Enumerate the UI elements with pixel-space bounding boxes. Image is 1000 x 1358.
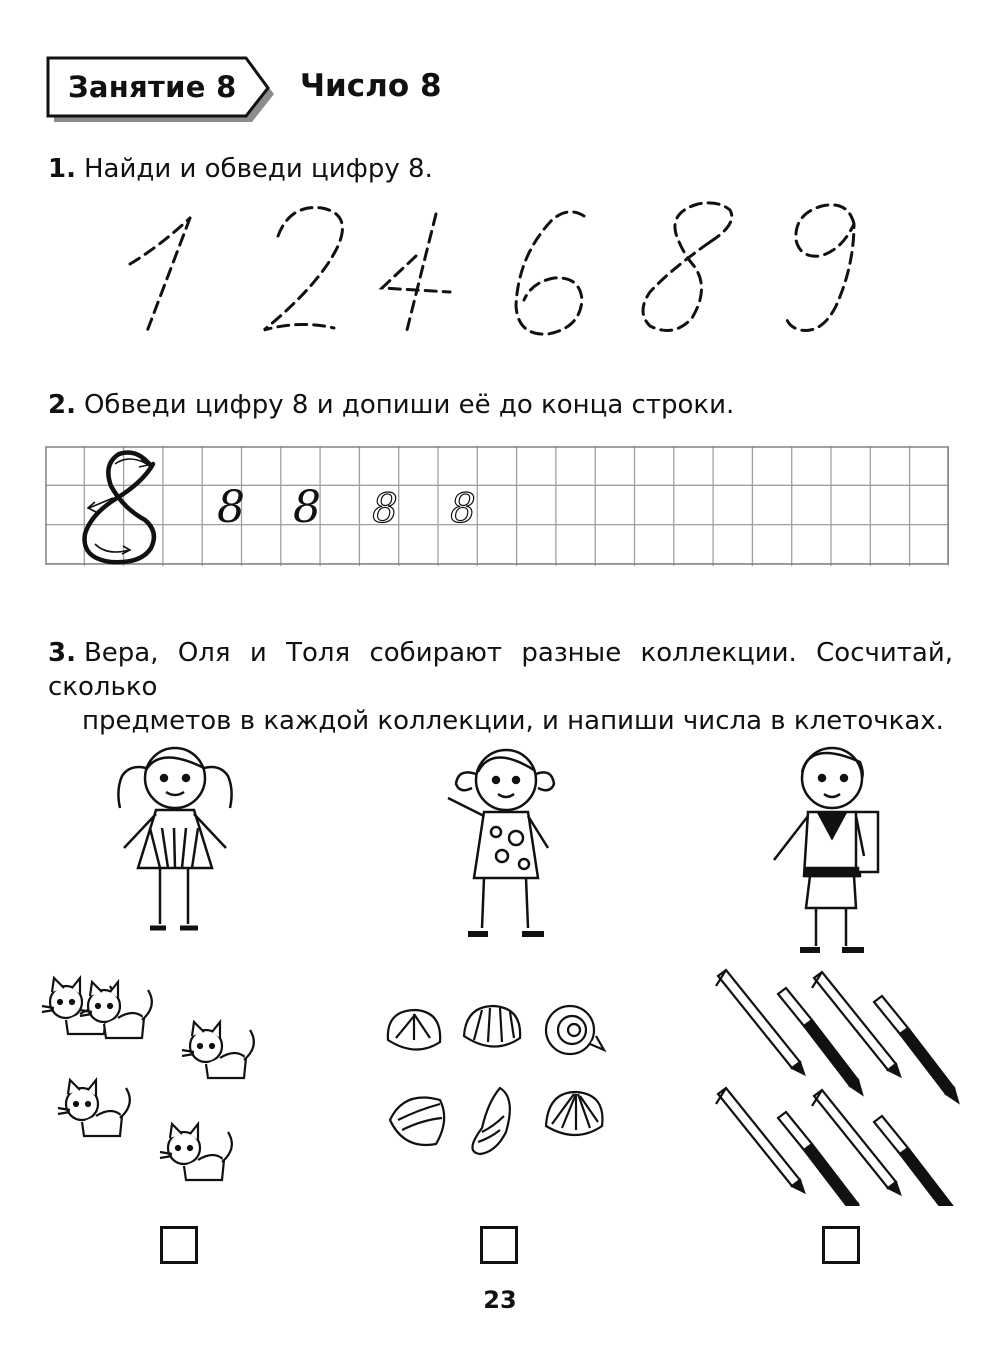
dashed-digit-8[interactable]: [643, 203, 732, 331]
written-digits: [217, 482, 476, 533]
pen-item: [812, 972, 900, 1076]
answer-box-cats[interactable]: [160, 1226, 198, 1264]
task-1-text: Найди и обведи цифру 8.: [83, 154, 433, 184]
answer-box-pens[interactable]: [822, 1226, 860, 1264]
pen-item: [778, 988, 862, 1094]
task-2-number: 2.: [48, 390, 76, 420]
cats-collection: [40, 972, 270, 1182]
answer-box-shells[interactable]: [480, 1226, 518, 1264]
dashed-digit-9[interactable]: [786, 205, 854, 331]
task-3-text-line-2: предметов в каждой коллекции, и напиши числа в клеточках.: [82, 706, 944, 736]
task-2-text: Обведи цифру 8 и допиши её до конца строки.: [83, 390, 735, 420]
shells-collection: [376, 1000, 616, 1170]
cat-item: [160, 1124, 232, 1180]
shell-item: [464, 1006, 520, 1047]
cat-item: [182, 1022, 254, 1078]
pen-item: [874, 1116, 958, 1206]
page-title: Число 8: [300, 68, 442, 104]
page-number: 23: [483, 1286, 517, 1314]
task-3-text-line-1: Вера, Оля и Толя собирают разные коллекции. Сосчитай, сколько: [48, 638, 953, 702]
pen-item: [716, 970, 804, 1074]
girl-pigtails-illustration: [100, 728, 250, 948]
dashed-digit-2[interactable]: [264, 208, 342, 330]
lesson-label: Занятие 8: [68, 70, 237, 104]
task-2-instruction: [48, 388, 734, 422]
pens-collection: [712, 966, 962, 1206]
dashed-digit-4[interactable]: [382, 214, 450, 334]
cat-item: [58, 1080, 130, 1136]
written-eight-2: 8: [293, 482, 321, 533]
written-eight-1: 8: [217, 482, 245, 533]
task-3-number: 3.: [48, 638, 76, 668]
written-eight-4: 8: [450, 486, 476, 532]
sample-eight: [85, 453, 154, 563]
writing-grid[interactable]: [45, 446, 949, 566]
boy-backpack-illustration: [760, 728, 910, 958]
dashed-digit-6[interactable]: [516, 212, 584, 334]
shell-item: [390, 1098, 444, 1146]
shell-item: [546, 1006, 604, 1054]
dashed-digits: [110, 196, 870, 346]
girl-dress-illustration: [428, 728, 578, 948]
pen-item: [874, 996, 958, 1102]
shell-item: [388, 1010, 440, 1050]
shell-item: [472, 1088, 509, 1154]
task-3-instruction: [48, 636, 953, 738]
dashed-digit-1[interactable]: [130, 218, 190, 334]
pen-item: [716, 1088, 804, 1192]
task-1-number: 1.: [48, 154, 76, 184]
task-1-instruction: [48, 152, 433, 186]
written-eight-3: 8: [372, 486, 398, 532]
shell-item: [546, 1092, 602, 1135]
direction-arrows: [88, 459, 148, 554]
lesson-tag: [46, 56, 278, 126]
